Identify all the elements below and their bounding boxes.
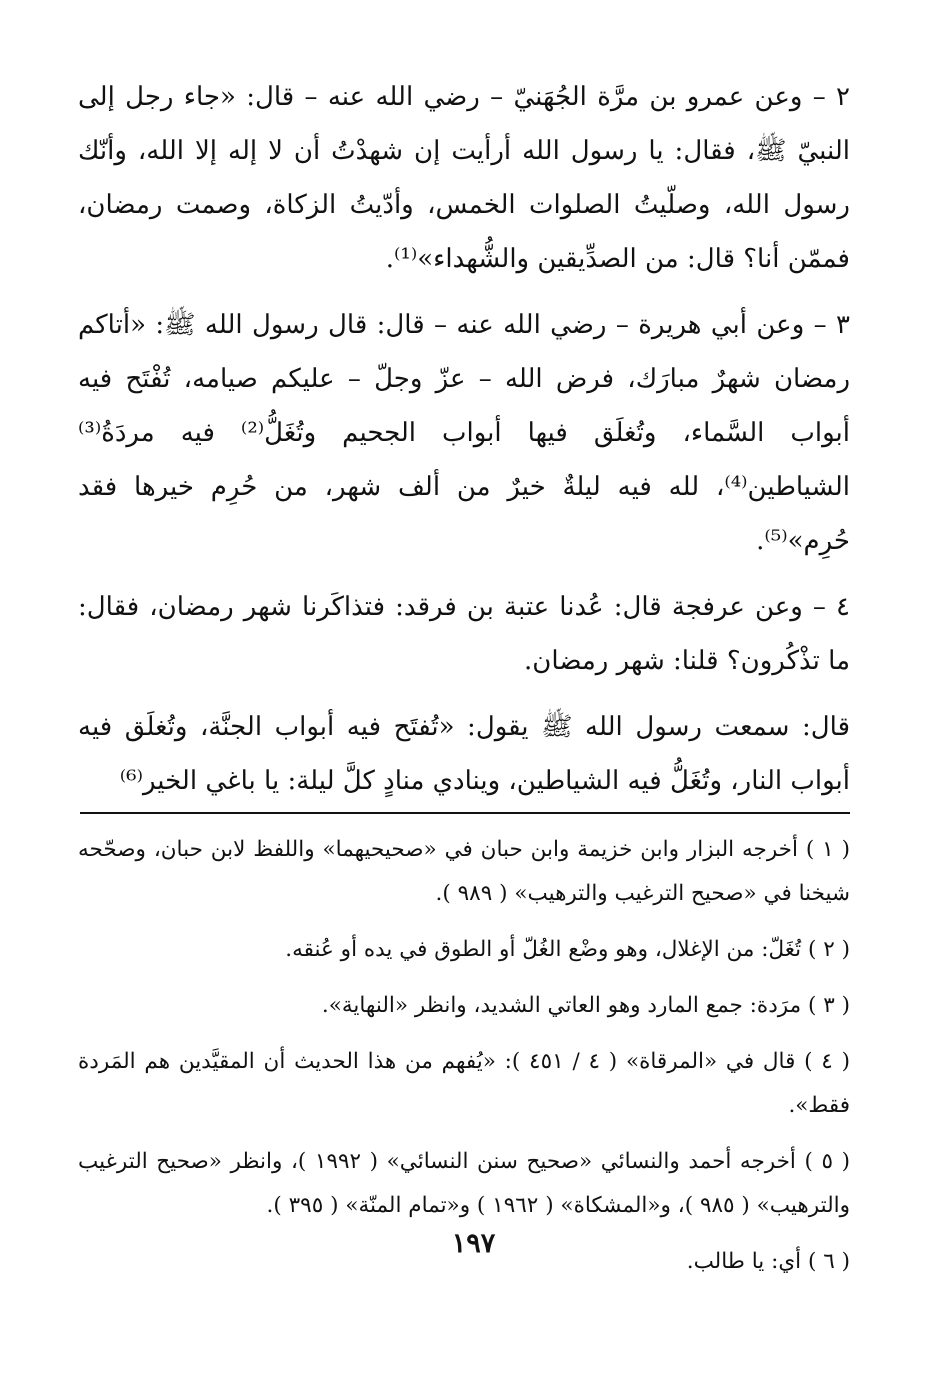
- footnote-5: ( ٥ ) أخرجه أحمد والنسائي «صحيح سنن النسائي» ( ١٩٩٢ )، وانظر «صحيح الترغيب والترهيب» ( ٩٨٥ )، و«المشكاة» ( ١٩٦٢ ) و«تمام المنّة» ( ٣٩٥ ).: [78, 1149, 850, 1218]
- footnote-3: ( ٣ ) مرَدة: جمع المارد وهو العاتي الشديد، وانظر «النهاية».: [321, 993, 850, 1018]
- footnote-separator: [80, 812, 850, 814]
- page-number: ١٩٧: [451, 1228, 496, 1259]
- footnote-4: ( ٤ ) قال في «المرقاة» ( ٤ / ٤٥١ ): «يُفهم من هذا الحديث أن المقيَّدين هم المَردة فقط».: [78, 1049, 850, 1118]
- hadith-3: ٣ – وعن أبي هريرة – رضي الله عنه – قال: قال رسول الله ﷺ: «أتاكم رمضان شهرٌ مبارَك، فرض الله – عزّ وجلّ – عليكم صيامه، تُفْتَح فيه أبواب السَّماء، وتُغلَق فيها أبواب الجحيم وتُغَلُّ⁽²⁾ فيه مردَةُ⁽³⁾ الشياطين⁽⁴⁾، لله فيه ليلةٌ خيرٌ من ألف شهر، من حُرِم خيرها فقد حُرِم»⁽⁵⁾.: [78, 310, 850, 556]
- hadith-2: ٢ – وعن عمرو بن مرَّة الجُهَنيّ – رضي الله عنه – قال: «جاء رجل إلى النبيّ ﷺ، فقال: يا رسول الله أرأيت إن شهدْتُ أن لا إله إلا الله، وأنّك رسول الله، وصلّيتُ الصلوات الخمس، وأدّيتُ الزكاة، وصمت رمضان، فممّن أنا؟ قال: من الصدِّيقين والشُّهداء»⁽¹⁾.: [78, 82, 850, 274]
- hadith-4: ٤ – وعن عرفجة قال: عُدنا عتبة بن فرقد: فتذاكَرنا شهر رمضان، فقال: ما تذْكُرون؟ قلنا: شهر رمضان.: [78, 592, 850, 676]
- footnote-1: ( ١ ) أخرجه البزار وابن خزيمة وابن حبان في «صحيحيهما» واللفظ لابن حبان، وصحّحه شيخنا في «صحيح الترغيب والترهيب» ( ٩٨٩ ).: [78, 837, 850, 906]
- hadith-4-continuation: قال: سمعت رسول الله ﷺ يقول: «تُفتَح فيه أبواب الجنَّة، وتُغلَق فيه أبواب النار، وتُغَلُّ فيه الشياطين، وينادي منادٍ كلَّ ليلة: يا باغي الخير⁽⁶⁾: [78, 712, 850, 796]
- footnotes: [78, 828, 850, 1284]
- footnote-6: ( ٦ ) أي: يا طالب.: [686, 1249, 850, 1274]
- footnote-2: ( ٢ ) تُغَلّ: من الإغلال، وهو وضْع الغُلّ أو الطوق في يده أو عُنقه.: [285, 937, 850, 962]
- main-text: [78, 70, 850, 808]
- book-page: [78, 70, 850, 1296]
